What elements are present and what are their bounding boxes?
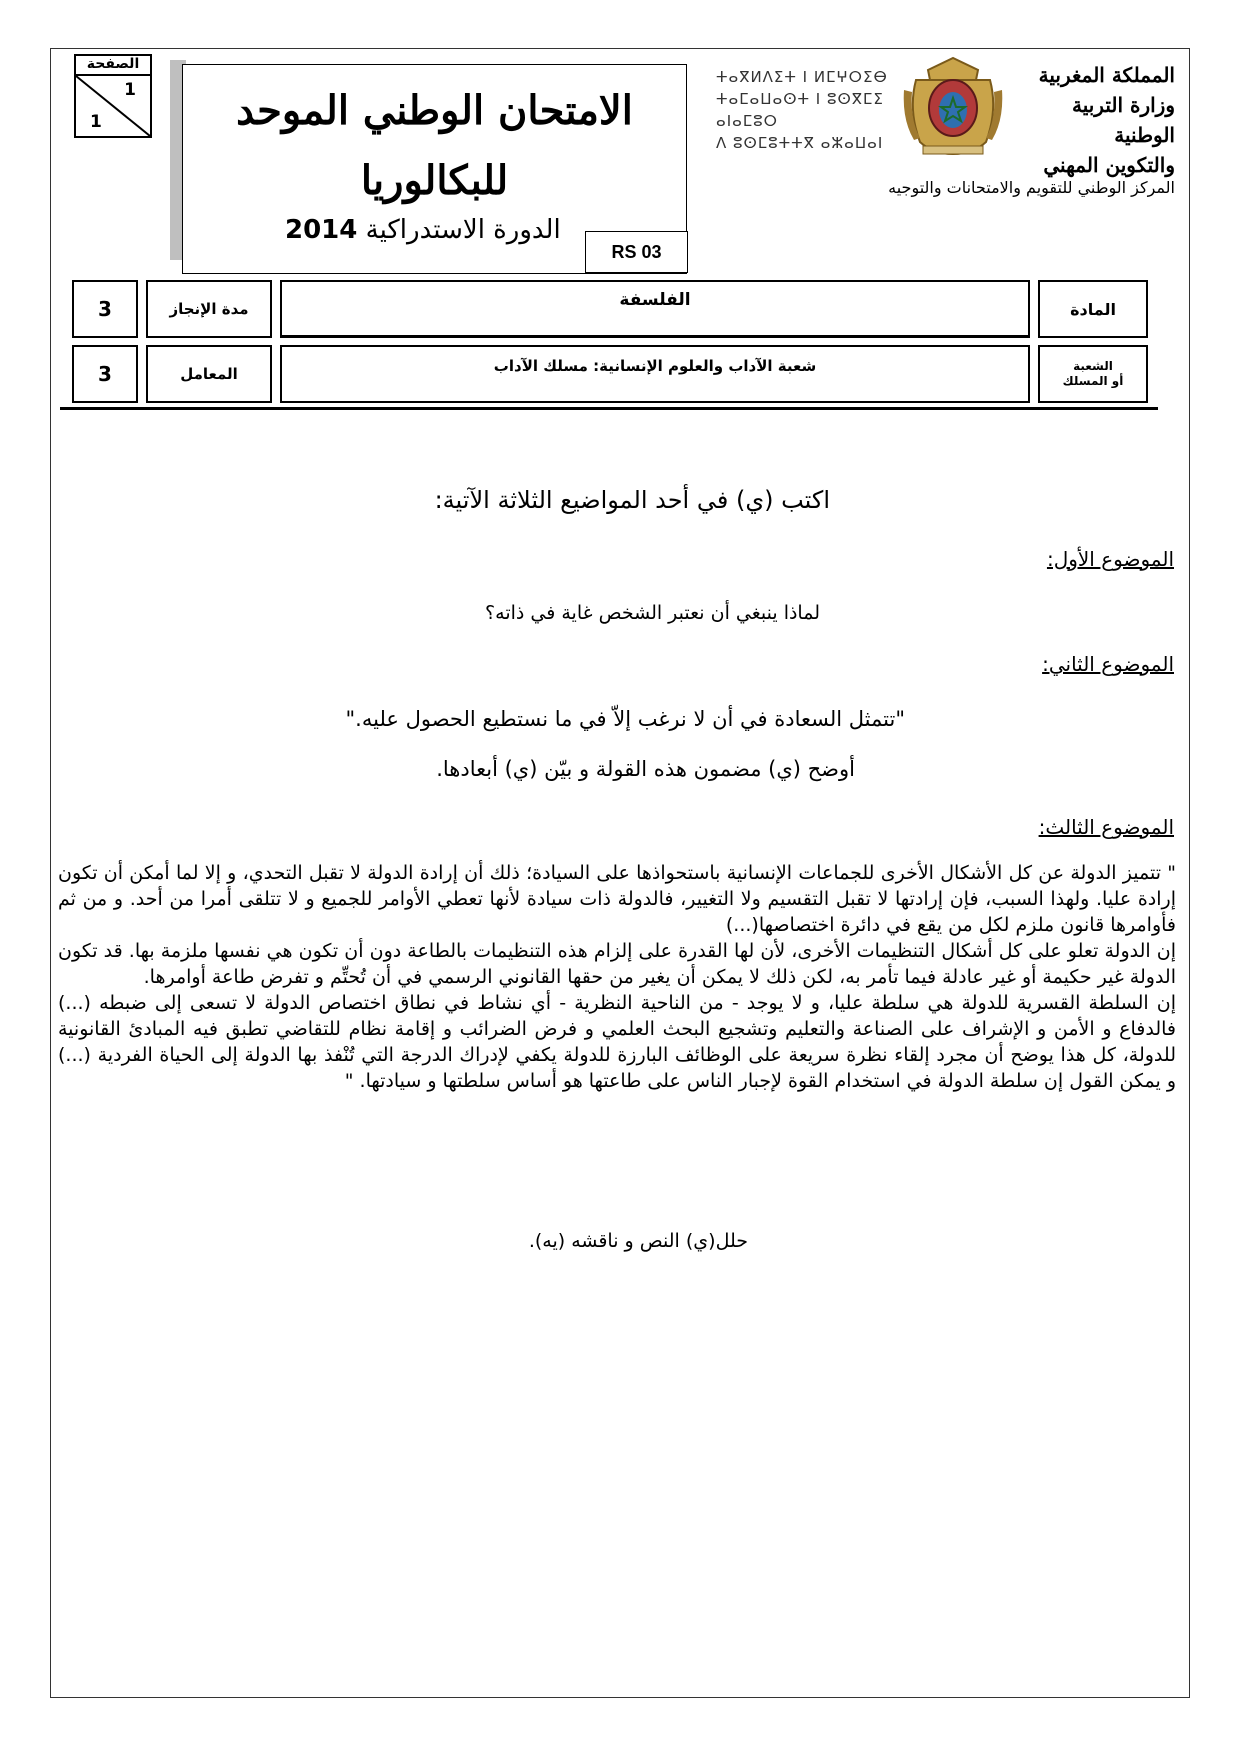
exam-title-level: للبكالوريا [360, 157, 509, 204]
page-current: 1 [124, 80, 136, 100]
instruction: اكتب (ي) في أحد المواضيع الثلاثة الآتية: [434, 486, 830, 514]
text-paragraph: إن السلطة القسرية للدولة هي سلطة عليا، و لا يوجد - من الناحية النظرية - أي نشاط في نطاق اختصاص الدولة لا تسعى إلى ضبطه (...) فالدفاع و الأمن و الإشراف على الصناعة والتعليم وتشجيع البحث العلمي و فرض الضرائب و إقامة نظام للتقاضي تطبق فيه المبادئ القانونية للدولة، كل هذا يوضح أن مجرد إلقاء نظرة سريعة على الوظائف البارزة للدولة يكفي لإدراك الدرجة التي تُنْفذ بها الدولة إلى الحياة الفردية (...) و يمكن القول إن سلطة الدولة في استخدام القوة لإجبار الناس على طاعتها هو أساس سلطتها و سيادتها. " [58, 992, 1176, 1092]
subject-value: الفلسفة [280, 280, 1030, 338]
tifinagh-line: ⵜⴰⴳⵍⴷⵉⵜ ⵏ ⵍⵎⵖⵔⵉⴱ [716, 68, 888, 86]
duration-label: مدة الإنجاز [146, 280, 272, 338]
branch-label [1038, 345, 1148, 403]
page-number-box [74, 54, 152, 138]
branch-label-line: الشعبة [1073, 359, 1113, 373]
exam-code: RS 03 [585, 231, 688, 273]
duration-value: 3 [72, 280, 138, 338]
branch-value: شعبة الآداب والعلوم الإنسانية: مسلك الآداب [280, 345, 1030, 403]
ministry-line: المملكة المغربية [1038, 63, 1175, 87]
exam-title: الامتحان الوطني الموحد [236, 87, 633, 134]
coefficient-value: 3 [72, 345, 138, 403]
topic1-heading: الموضوع الأول: [1046, 547, 1174, 571]
session-text: الدورة الاستدراكية [365, 215, 561, 245]
topic2-heading: الموضوع الثاني: [1042, 652, 1174, 676]
page-divider-line [76, 56, 150, 136]
ministry-line: والتكوين المهني [1043, 153, 1175, 177]
tifinagh-line: ⵜⴰⵎⴰⵡⴰⵙⵜ ⵏ ⵓⵙⴳⵎⵉ ⴰⵏⴰⵎⵓⵔ [716, 90, 884, 130]
topic1-question: لماذا ينبغي أن نعتبر الشخص غاية في ذاته؟ [485, 602, 820, 624]
ministry-name [1010, 60, 1175, 180]
text-paragraph: إن الدولة تعلو على كل أشكال التنظيمات الأخرى، لأن لها القدرة على إلزام هذه التنظيمات بالطاعة دون أن تكون هي نفسها ملزمة بها. قد تكون الدولة غير حكيمة أو غير عادلة فيما تأمر به، لكن ذلك لا يمكن أن يغير من حقها القانوني الرسمي في أن تُحتِّم و تفرض طاعة أوامرها. [58, 940, 1176, 988]
moroccan-coat-of-arms-icon [898, 50, 1008, 160]
tifinagh-ministry-name [716, 66, 894, 154]
topic2-quote: "تتمثل السعادة في أن لا نرغب إلاّ في ما نستطيع الحصول عليه." [345, 707, 905, 731]
session-label [285, 215, 561, 245]
subject-label: المادة [1038, 280, 1148, 338]
branch-label-line: أو المسلك [1062, 374, 1124, 388]
topic2-task: أوضح (ي) مضمون هذه القولة و بيّن (ي) أبعادها. [436, 757, 855, 781]
topic3-heading: الموضوع الثالث: [1038, 815, 1174, 839]
page-label: الصفحة [76, 54, 150, 76]
evaluation-center-name: المركز الوطني للتقويم والامتحانات والتوجيه [888, 178, 1175, 197]
text-paragraph: " تتميز الدولة عن كل الأشكال الأخرى للجماعات الإنسانية باستحواذها على السيادة؛ ذلك أن إرادة الدولة لا تقبل التحدي، و إلا لما أمكن أن تكون إرادة عليا. ولهذا السبب، فإن إرادتها لا تقبل التقسيم ولا التغيير، فالدولة ذات سيادة لأنها تعطي الأوامر للجميع و لا تتلقى أمرا من أحد. و من ثم فأوامرها قانون ملزم لكل من يقع في دائرة اختصاصها(...) [58, 862, 1176, 936]
session-year: 2014 [285, 215, 358, 245]
header-divider [60, 407, 1158, 410]
page-total: 1 [90, 112, 102, 132]
topic3-task: حلل(ي) النص و ناقشه (يه). [528, 1230, 748, 1252]
topic3-text [58, 860, 1176, 1094]
tifinagh-line: ⴷ ⵓⵙⵎⵓⵜⵜⴳ ⴰⵣⴰⵡⴰⵏ [716, 134, 884, 152]
coefficient-label: المعامل [146, 345, 272, 403]
ministry-line: وزارة التربية الوطنية [1071, 93, 1175, 147]
